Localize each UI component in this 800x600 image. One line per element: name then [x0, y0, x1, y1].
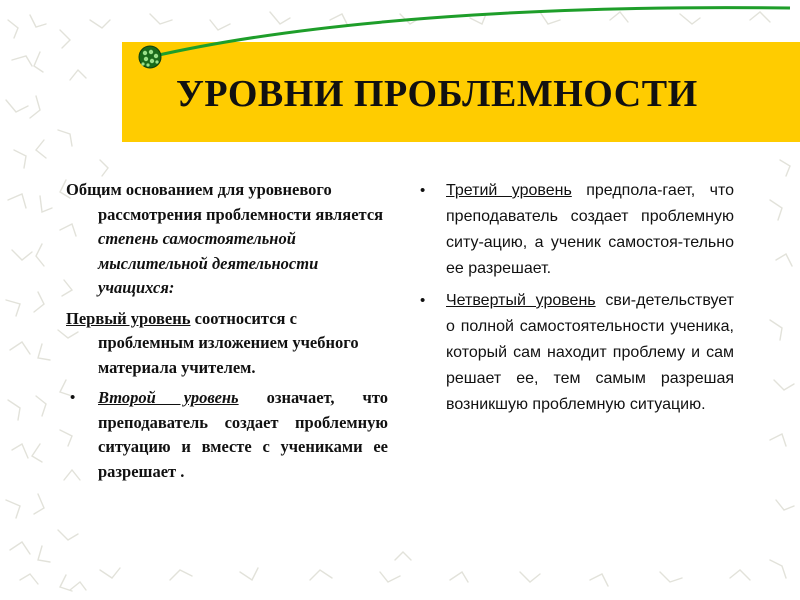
third-level-text: предпола-гает, что преподаватель создает проблемную ситу-ацию, а ученик самостоя-тельно ее разрешает. — [446, 182, 734, 277]
fourth-level-term: Четвертый уровень — [446, 292, 596, 309]
green-dotted-orb-icon — [139, 46, 161, 68]
intro-plain-text: Общим основанием для уровневого рассмотрения проблемности является — [66, 180, 384, 224]
fourth-level-bullet — [420, 288, 734, 418]
bullet-icon: • — [70, 390, 76, 406]
intro-paragraph — [66, 178, 388, 301]
first-level-term: Первый уровень — [66, 308, 191, 328]
first-level-paragraph — [66, 307, 388, 381]
left-column — [66, 178, 388, 484]
second-level-text: означает, что преподаватель создает проблемную ситуацию и вместе с учениками ее разрешает . — [98, 388, 388, 481]
third-level-bullet — [420, 178, 734, 282]
right-column — [420, 178, 734, 420]
bullet-icon: • — [420, 182, 426, 199]
page-title: УРОВНИ ПРОБЛЕМНОСТИ — [176, 73, 698, 115]
intro-italic-text: степень самостоятельной мыслительной деятельности учащихся: — [98, 229, 319, 297]
second-level-bullet — [66, 386, 388, 484]
first-level-text: соотносится с проблемным изложением учебного материала учителем. — [98, 308, 359, 377]
fourth-level-text: сви-детельствует о полной самостоятельности ученика, который сам находит проблему и сам решает ее, тем самым разрешая возникшую проблемную ситуацию. — [446, 292, 734, 413]
third-level-term: Третий уровень — [446, 182, 572, 199]
second-level-term: Второй уровень — [98, 388, 239, 407]
bullet-icon: • — [420, 292, 426, 309]
